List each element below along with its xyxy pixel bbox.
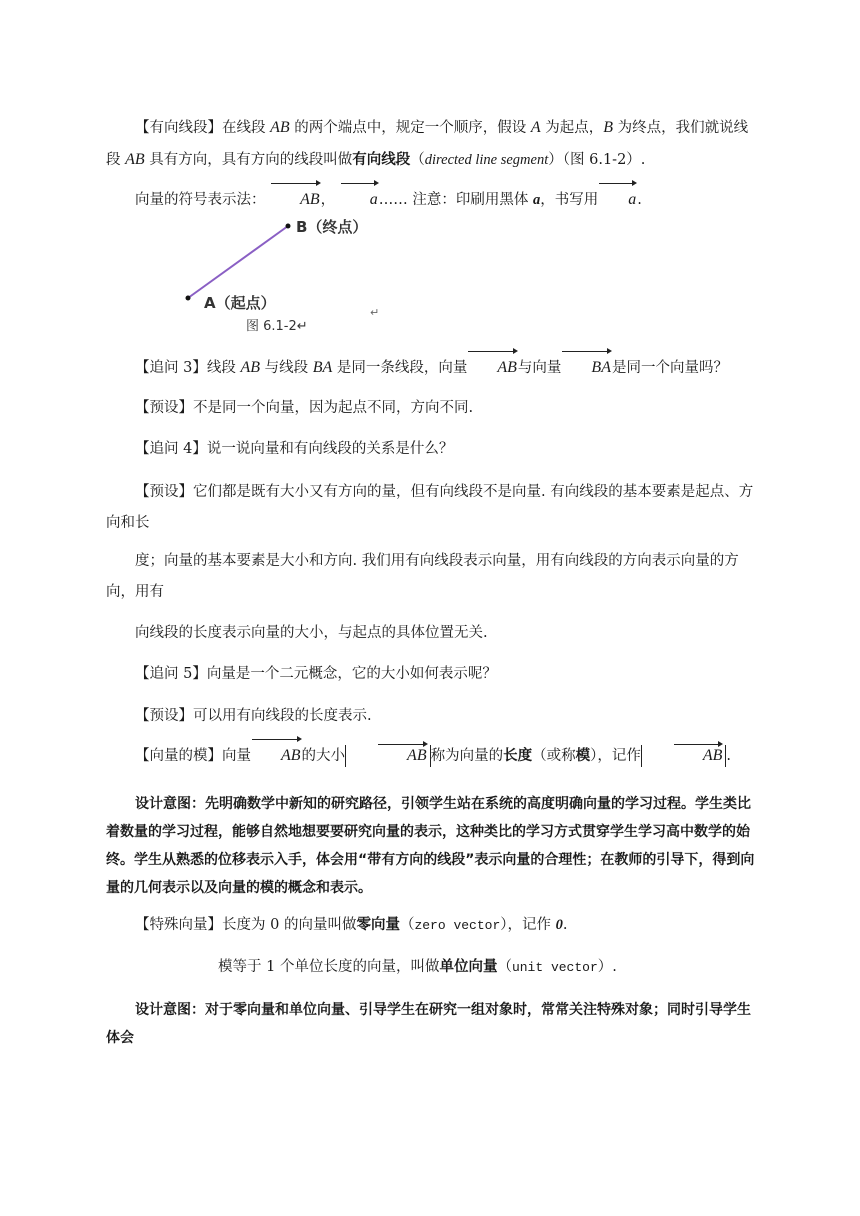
paragraph-vector-magnitude: 【向量的模】向量 AB的大小 AB 称为向量的长度（或称模），记作 AB . — [106, 740, 756, 772]
point-b — [286, 224, 291, 229]
magnitude-notation: AB — [641, 745, 727, 767]
figure-caption: 图 6.1-2↵ — [246, 319, 308, 334]
label-b: B（终点） — [296, 218, 368, 236]
vector-a: a — [340, 184, 379, 215]
paragraph-special-vectors: 【特殊向量】长度为 0 的向量叫做零向量（zero vector），记作 0. — [135, 916, 568, 933]
vector-ab: AB — [270, 184, 321, 215]
directed-segment-line — [188, 226, 288, 298]
paragraph-vector-size: 向线段的长度表示向量的大小，与起点的具体位置无关. — [135, 625, 488, 641]
paragraph-preset-3: 【预设】可以用有向线段的长度表示. — [135, 708, 372, 724]
vector-ab: AB — [467, 352, 518, 383]
paragraph-unit-vector: 模等于 1 个单位长度的向量，叫做单位向量（unit vector）. — [218, 958, 617, 975]
paragraph-followup-5: 【追问 5】向量是一个二元概念，它的大小如何表示呢？ — [135, 666, 497, 682]
paragraph-vector-notation: 向量的符号表示法： AB， a…… 注意：印刷用黑体 a，书写用 a. — [106, 184, 756, 216]
point-a — [186, 296, 191, 301]
figure-directed-segment — [170, 210, 410, 338]
vector-a-handwritten: a — [598, 184, 637, 215]
vector-ba: BA — [561, 352, 612, 383]
paragraph-preset-1: 【预设】不是同一个向量，因为起点不同，方向不同. — [135, 400, 474, 416]
design-intent-1: 设计意图：先明确数学中新知的研究路径，引领学生站在系统的高度明确向量的学习过程。学生类比着数量的学习过程，能够自然地想要要研究向量的表示，这种类比的学习方式贯穿学生学习高中数学的始终。学生从熟悉的位移表示入手，体会用“带有方向的线段”表示向量的合理性；在教师的引导下，得到向量的几何表示以及向量的模的概念和表示。 — [106, 796, 755, 896]
paragraph-followup-3: 【追问 3】线段 AB 与线段 BA 是同一条线段，向量 AB与向量 BA是同一个向量吗？ — [106, 352, 756, 384]
paragraph-followup-4: 【追问 4】说一说向量和有向线段的关系是什么？ — [135, 441, 454, 457]
paragraph-mark: ↵ — [370, 306, 380, 319]
paragraph-preset-2: 【预设】它们都是既有大小又有方向的量，但有向线段不是向量. 有向线段的基本要素是起点、方向和长 — [106, 484, 754, 531]
section-lead: 【有向线段】 — [135, 120, 222, 136]
magnitude-ab: AB — [345, 745, 431, 767]
design-intent-2: 设计意图：对于零向量和单位向量、引导学生在研究一组对象时，常常关注特殊对象；同时引导学生体会 — [106, 1002, 751, 1046]
term: 有向线段 — [352, 151, 411, 168]
label-a: A（起点） — [204, 294, 276, 312]
paragraph-directed-segment: 【有向线段】在线段 AB 的两个端点中，规定一个顺序，假设 A 为起点，B 为终点，我们就说线段 AB 具有方向，具有方向的线段叫做有向线段（directed line segment）（图 6.1-2）. — [106, 119, 749, 168]
paragraph-vector-elements: 度；向量的基本要素是大小和方向. 我们用有向线段表示向量，用有向线段的方向表示向量的方向，用有 — [106, 553, 739, 600]
vector-ab: AB — [251, 740, 302, 771]
